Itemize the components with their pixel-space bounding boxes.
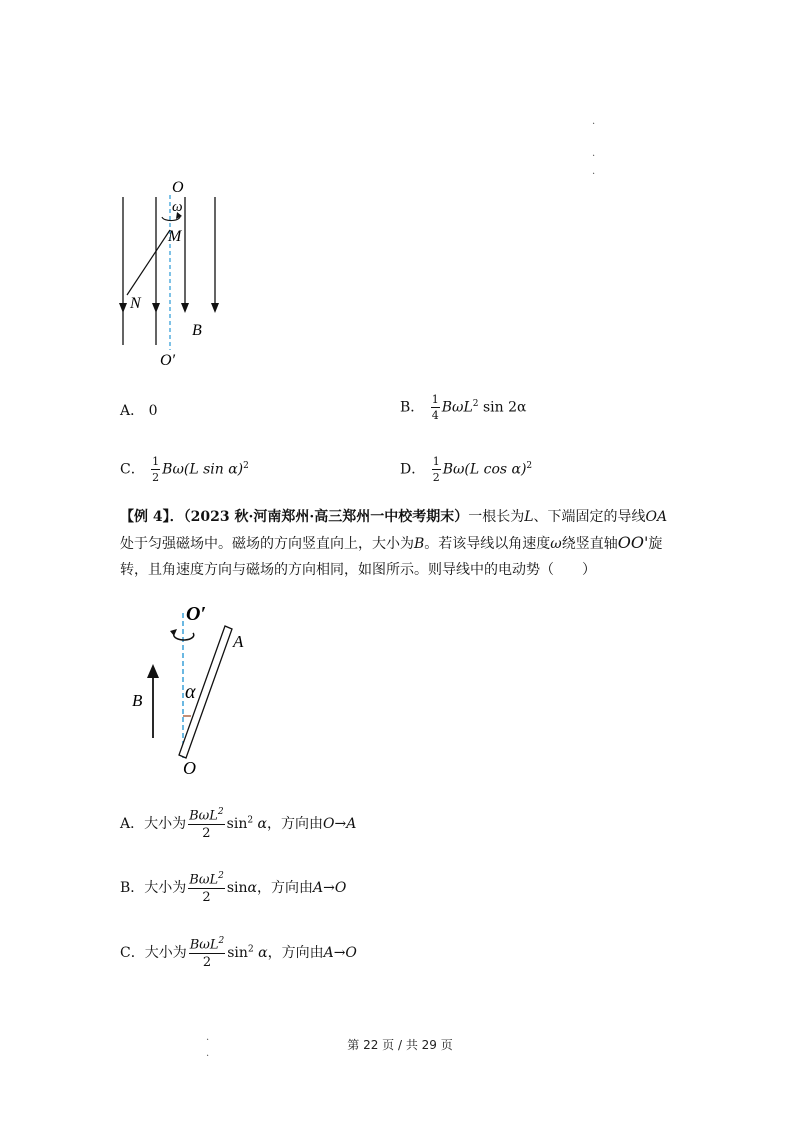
label-A: A <box>233 632 244 651</box>
example-4-question <box>120 504 680 583</box>
label-B: B <box>192 322 202 339</box>
fraction-denominator: 2 <box>152 471 160 485</box>
option-a[interactable]: A．大小为 $\frac{B\omega L^2}{2}$ $\sin^2 \alpha$，方向由O→A <box>120 807 357 842</box>
rod-MN <box>127 230 170 295</box>
fraction-denominator: 2 <box>202 826 211 842</box>
option-a[interactable] <box>120 401 158 421</box>
label-N: N <box>130 295 141 312</box>
fraction-numerator: BωL$^2$ <box>189 871 224 888</box>
exponent: 2 <box>243 461 249 471</box>
option-value: 0 <box>148 403 158 419</box>
option-d[interactable] <box>400 456 532 483</box>
field-arrowhead <box>119 303 127 313</box>
option-b[interactable] <box>400 394 526 421</box>
stray-mark: . <box>592 148 596 159</box>
figure-tilted-rod-field-up <box>125 598 265 778</box>
fraction-numerator: 1 <box>431 393 439 407</box>
axis-symbol: OO' <box>617 533 649 552</box>
label-M: M <box>168 228 182 245</box>
question-line-1: 【例 4】．（2023 秋·河南郑州·高三郑州一中校考期末）一根长为L、下端固定的导线OA <box>120 509 668 525</box>
fraction-denominator: 4 <box>431 409 439 423</box>
figure-rotating-rod-field-down <box>110 175 240 375</box>
fraction-denominator: 2 <box>202 890 211 906</box>
option-label: B． <box>400 399 425 416</box>
label-B: B <box>132 691 143 710</box>
option-expr: Bω(L cos α) <box>442 461 527 478</box>
fraction-numerator: 1 <box>432 455 440 469</box>
exponent: 2 <box>472 399 479 409</box>
option-b[interactable]: B．大小为 $\frac{B\omega L^2}{2}$ sinα，方向由A→O <box>120 871 347 906</box>
label-O-prime: O′ <box>186 603 207 625</box>
option-expr: Bω(L sin α) <box>162 461 244 478</box>
rotation-arrow <box>174 633 194 640</box>
label-omega: ω <box>172 199 183 215</box>
option-label: C． <box>120 945 145 962</box>
option-label: B． <box>120 880 145 897</box>
option-tail: sin 2α <box>482 399 527 416</box>
field-arrowhead <box>211 303 219 313</box>
label-O: O <box>172 179 184 196</box>
fraction-numerator: BωL$^2$ <box>189 807 224 824</box>
field-arrowhead <box>181 303 189 313</box>
stray-mark: . <box>592 116 596 127</box>
fraction-denominator: 2 <box>432 471 440 485</box>
fraction-numerator: BωL$^2$ <box>189 936 225 953</box>
label-O-prime: O′ <box>160 352 176 369</box>
page-number: 第 22 页 / 共 29 页 <box>347 1038 453 1052</box>
question-line-2: 处于匀强磁场中。磁场的方向竖直向上，大小为B。若该导线以角速度ω绕竖直轴OO'旋 <box>120 533 663 552</box>
stray-mark: . <box>206 1032 210 1043</box>
exponent: 2 <box>526 461 533 471</box>
stray-mark: . <box>206 1048 210 1059</box>
fraction-numerator: 1 <box>152 455 160 469</box>
fraction-denominator: 2 <box>202 955 212 971</box>
stray-mark: . <box>592 166 596 177</box>
question-source: （2023 秋·河南郑州·高三郑州一中校考期末） <box>183 509 469 525</box>
option-label: A． <box>120 403 145 419</box>
example-tag: 【例 4】． <box>120 509 184 525</box>
label-alpha: α <box>185 681 196 703</box>
label-O: O <box>183 758 196 778</box>
question-line-3: 转，且角速度方向与磁场的方向相同，如图所示。则导线中的电动势（ ） <box>120 562 596 578</box>
option-c[interactable]: C．大小为 $\frac{B\omega L^2}{2}$ $\sin^2 \alpha$，方向由A→O <box>120 936 357 971</box>
option-label: D． <box>400 461 426 478</box>
option-c[interactable] <box>120 456 249 483</box>
option-expr: BωL <box>441 399 473 416</box>
field-arrowhead <box>152 303 160 313</box>
option-label: A． <box>120 816 145 833</box>
option-label: C． <box>120 461 145 478</box>
